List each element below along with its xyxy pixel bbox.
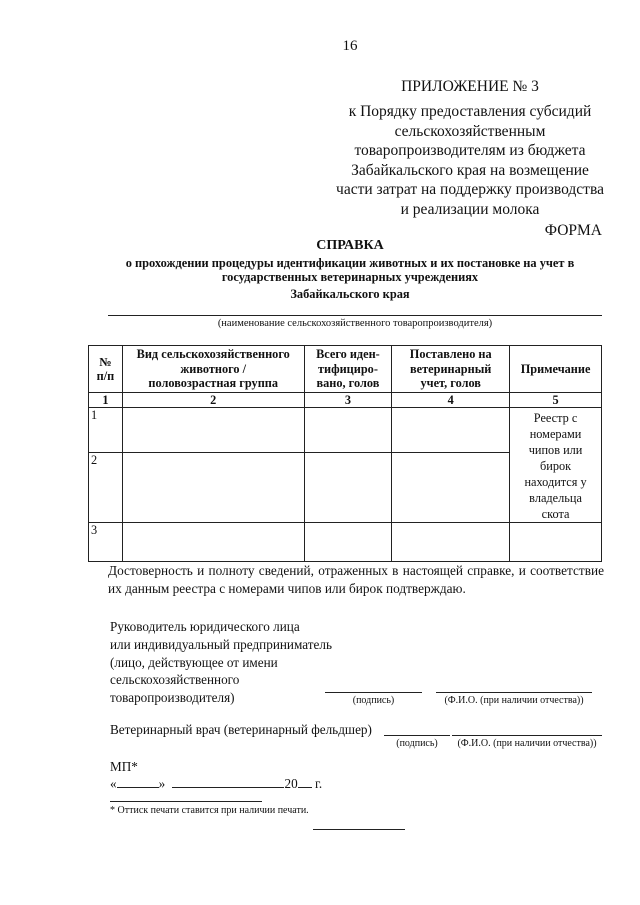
appendix-line: товаропроизводителям из бюджета [354, 142, 586, 159]
header-identified [304, 346, 392, 393]
header-line: половозрастная группа [148, 376, 279, 391]
column-number: 3 [304, 393, 392, 408]
appendix-line: Забайкальского края на возмещение [351, 161, 589, 179]
note-line: скота [541, 507, 570, 521]
table-header-row [89, 346, 602, 393]
end-line [313, 829, 405, 830]
signer-line: или индивидуальный предприниматель [110, 636, 332, 652]
header-line: Примечание [520, 361, 591, 376]
row-number: 2 [89, 453, 123, 523]
head-signature-caption: (подпись) [352, 695, 395, 706]
vet-fio-line[interactable] [452, 735, 602, 736]
header-line: ветеринарный [410, 361, 492, 376]
subtitle-line: о прохождении процедуры идентификации животных и их постановке на учет в [125, 256, 575, 270]
animal-type-cell[interactable] [122, 523, 304, 562]
footnote-separator [110, 801, 262, 802]
column-number: 4 [392, 393, 510, 408]
page-number: 16 [342, 38, 358, 54]
head-signature-line[interactable] [325, 692, 422, 693]
appendix-text [330, 102, 610, 219]
identified-cell[interactable] [304, 523, 392, 562]
header-number [89, 346, 123, 393]
registered-cell[interactable] [392, 453, 510, 523]
registered-cell[interactable] [392, 523, 510, 562]
header-line: тифициро- [317, 361, 378, 376]
note-line: номерами [529, 427, 582, 441]
vet-fio-caption: (Ф.И.О. (при наличии отчества)) [457, 738, 597, 749]
document-title: СПРАВКА [316, 238, 384, 253]
producer-name-line [108, 315, 602, 316]
column-number-row [89, 393, 602, 408]
appendix-line: и реализации молока [400, 200, 540, 218]
subtitle-line: государственных ветеринарных учреждениях [221, 270, 479, 284]
date-year-label: г. [314, 776, 323, 791]
date-open-quote: « [110, 776, 117, 791]
document-subtitle [0, 256, 640, 301]
row-number: 1 [89, 408, 123, 453]
note-line: чипов или [528, 443, 583, 457]
header-line: Вид сельскохозяйственного [136, 347, 290, 362]
table-row [89, 408, 602, 453]
note-line: Реестр с [533, 411, 578, 425]
header-note [510, 346, 602, 393]
head-signer-block [110, 618, 350, 707]
signer-line: товаропроизводителя) [110, 690, 235, 706]
header-animal-type [122, 346, 304, 393]
signer-line: (лицо, действующее от имени [110, 654, 278, 670]
date-year-field[interactable] [298, 787, 312, 788]
animals-table [88, 345, 602, 562]
header-registered [392, 346, 510, 393]
header-line: Поставлено на [409, 347, 492, 362]
signer-line: Руководитель юридического лица [110, 619, 300, 634]
identified-cell[interactable] [304, 408, 392, 453]
footnote: * Оттиск печати ставится при наличии печати. [110, 805, 309, 816]
appendix-title: ПРИЛОЖЕНИЕ № 3 [401, 78, 539, 95]
date-day-field[interactable] [117, 787, 159, 788]
appendix-line: сельскохозяйственным [394, 122, 546, 140]
animal-type-cell[interactable] [122, 408, 304, 453]
signer-line: сельскохозяйственного [110, 672, 240, 688]
vet-signature-line[interactable] [384, 735, 450, 736]
note-cell [510, 408, 602, 523]
date-month-field[interactable] [172, 787, 284, 788]
table-row [89, 523, 602, 562]
note-cell[interactable] [510, 523, 602, 562]
registered-cell[interactable] [392, 408, 510, 453]
header-line: животного / [180, 361, 247, 376]
note-line: бирок [540, 459, 572, 473]
header-line: вано, голов [316, 376, 380, 391]
note-line: владельца [529, 491, 582, 505]
seal-label: МП* [110, 759, 138, 774]
producer-caption: (наименование сельскохозяйственного товаропроизводителя) [217, 318, 493, 329]
appendix-line: к Порядку предоставления субсидий [348, 103, 592, 120]
confirmation-text: Достоверность и полноту сведений, отраженных в настоящей справке, и соответствие их данным реестра с номерами чипов или бирок подтверждаю. [108, 563, 604, 596]
head-fio-caption: (Ф.И.О. (при наличии отчества)) [444, 695, 584, 706]
vet-label: Ветеринарный врач (ветеринарный фельдшер) [110, 722, 372, 737]
head-fio-line[interactable] [436, 692, 592, 693]
date-year-prefix: 20 [284, 776, 298, 791]
column-number: 1 [89, 393, 123, 408]
date-row [110, 776, 322, 792]
appendix-line: части затрат на поддержку производства [336, 181, 604, 198]
header-line: № [99, 354, 112, 369]
column-number: 2 [122, 393, 304, 408]
vet-signature-caption: (подпись) [396, 738, 438, 749]
header-line: учет, голов [420, 376, 481, 391]
subtitle-line: Забайкальского края [290, 287, 410, 301]
form-label: ФОРМА [544, 222, 602, 239]
note-line: находится у [524, 475, 587, 489]
header-line: Всего иден- [316, 347, 380, 362]
date-close-quote: » [158, 776, 166, 791]
identified-cell[interactable] [304, 453, 392, 523]
row-number: 3 [89, 523, 123, 562]
animal-type-cell[interactable] [122, 453, 304, 523]
header-line: п/п [96, 369, 115, 383]
column-number: 5 [510, 393, 602, 408]
